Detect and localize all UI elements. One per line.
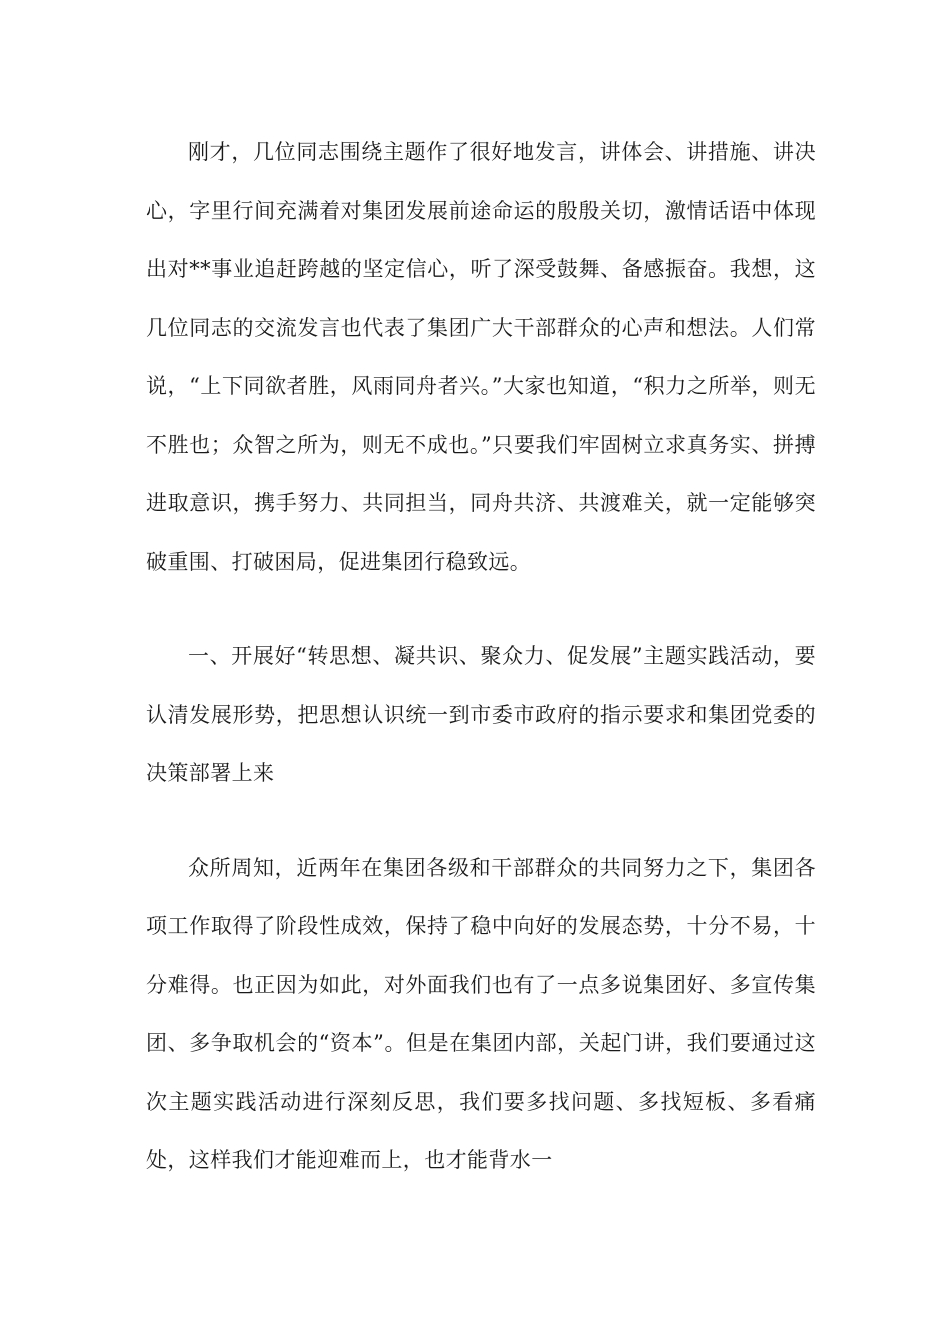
section-heading-1: 一、开展好“转思想、凝共识、聚众力、促发展”主题实践活动，要认清发展形势，把思想认识统一到市委市政府的指示要求和集团党委的决策部署上来 (146, 644, 816, 785)
paragraph-intro: 刚才，几位同志围绕主题作了很好地发言，讲体会、讲措施、讲决心，字里行间充满着对集团发展前途命运的殷殷关切，激情话语中体现出对**事业追赶跨越的坚定信心，听了深受鼓舞、备感振奋。我想，这几位同志的交流发言也代表了集团广大干部群众的心声和想法。人们常说，“上下同欲者胜，风雨同舟者兴。”大家也知道，“积力之所举，则无不胜也；众智之所为，则无不成也。”只要我们牢固树立求真务实、拼搏进取意识，携手努力、共同担当，同舟共济、共渡难关，就一定能够突破重围、打破困局，促进集团行稳致远。 (146, 140, 816, 574)
paragraph-section-1: 众所周知，近两年在集团各级和干部群众的共同努力之下，集团各项工作取得了阶段性成效，保持了稳中向好的发展态势，十分不易，十分难得。也正因为如此，对外面我们也有了一点多说集团好、多宣传集团、多争取机会的“资本”。但是在集团内部，关起门讲，我们要通过这次主题实践活动进行深刻反思，我们要多找问题、多找短板、多看痛处，这样我们才能迎难而上，也才能背水一 (146, 855, 816, 1172)
document-body (146, 123, 816, 1226)
